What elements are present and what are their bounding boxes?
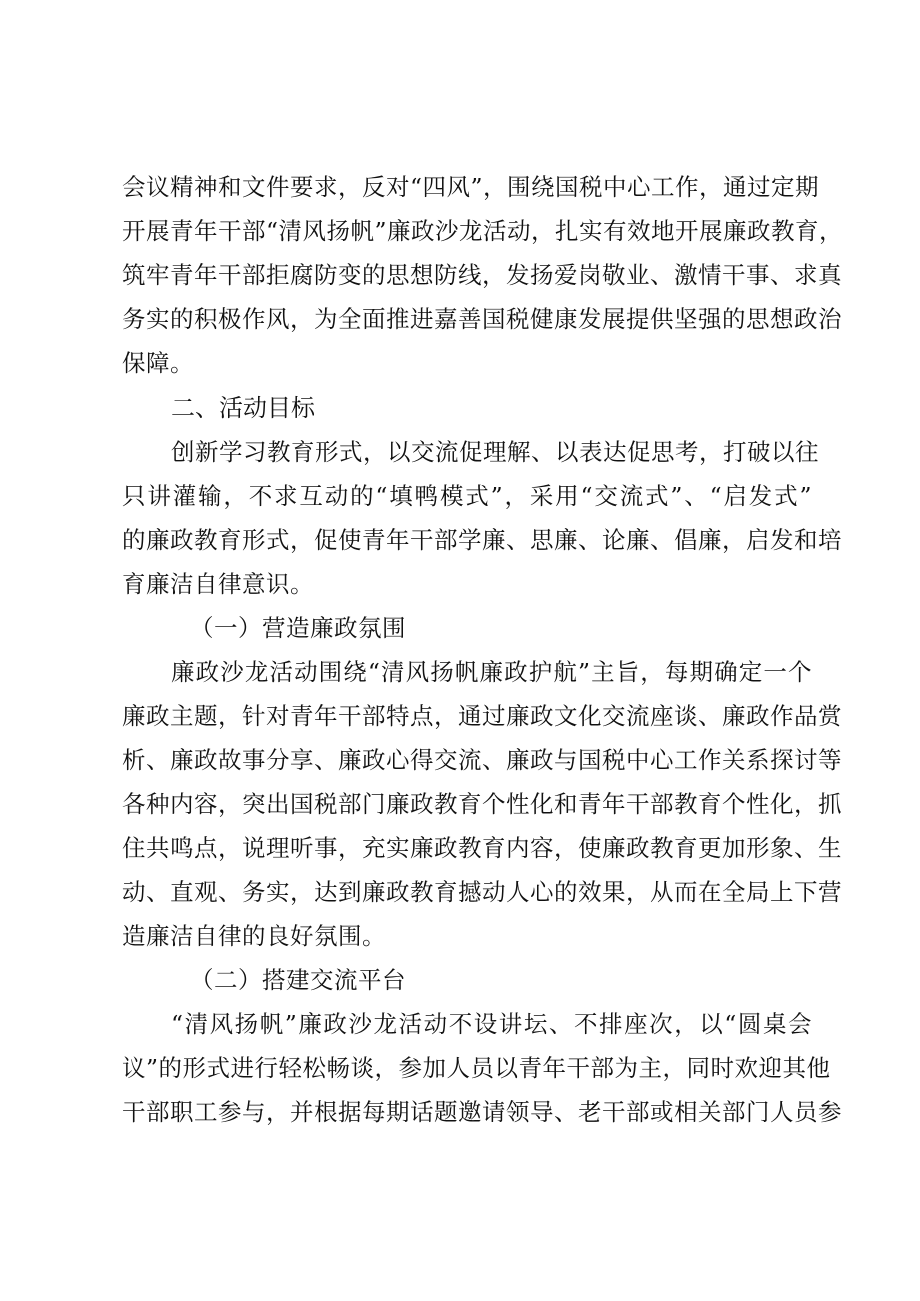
- paragraph-line: 析、廉政故事分享、廉政心得交流、廉政与国税中心工作关系探讨等: [122, 746, 842, 774]
- section-heading: 二、活动目标: [171, 394, 315, 422]
- paragraph-line: 住共鸣点，说理听事，充实廉政教育内容，使廉政教育更加形象、生: [122, 834, 842, 862]
- paragraph-line: 保障。: [122, 349, 194, 377]
- paragraph-line: 只讲灌输，不求互动的“填鸭模式”，采用“交流式”、“启发式”: [122, 482, 812, 510]
- paragraph-line: 议”的形式进行轻松畅谈，参加人员以青年干部为主，同时欢迎其他: [122, 1054, 831, 1082]
- subsection-heading: （二）搭建交流平台: [190, 966, 406, 994]
- paragraph-line: “清风扬帆”廉政沙龙活动不设讲坛、不排座次，以“圆桌会: [171, 1010, 812, 1038]
- paragraph-line: 各种内容，突出国税部门廉政教育个性化和青年干部教育个性化，抓: [122, 790, 842, 818]
- paragraph-line: 务实的积极作风，为全面推进嘉善国税健康发展提供坚强的思想政治: [122, 305, 842, 333]
- paragraph-line: 开展青年干部“清风扬帆”廉政沙龙活动，扎实有效地开展廉政教育，: [122, 217, 844, 245]
- subsection-heading: （一）营造廉政氛围: [190, 614, 406, 642]
- paragraph-line: 廉政主题，针对青年干部特点，通过廉政文化交流座谈、廉政作品赏: [122, 702, 842, 730]
- paragraph-line: 动、直观、务实，达到廉政教育撼动人心的效果，从而在全局上下营: [122, 878, 842, 906]
- paragraph-line: 筑牢青年干部拒腐防变的思想防线，发扬爱岗敬业、激情干事、求真: [122, 261, 842, 289]
- paragraph-line: 的廉政教育形式，促使青年干部学廉、思廉、论廉、倡廉，启发和培: [122, 526, 842, 554]
- paragraph-line: 育廉洁自律意识。: [122, 570, 314, 598]
- paragraph-line: 造廉洁自律的良好氛围。: [122, 922, 386, 950]
- paragraph-line: 廉政沙龙活动围绕“清风扬帆廉政护航”主旨，每期确定一个: [171, 658, 812, 686]
- paragraph-line: 创新学习教育形式，以交流促理解、以表达促思考，打破以往: [171, 438, 819, 466]
- paragraph-line: 干部职工参与，并根据每期话题邀请领导、老干部或相关部门人员参: [122, 1098, 842, 1126]
- paragraph-line: 会议精神和文件要求，反对“四风”，围绕国税中心工作，通过定期: [122, 173, 820, 201]
